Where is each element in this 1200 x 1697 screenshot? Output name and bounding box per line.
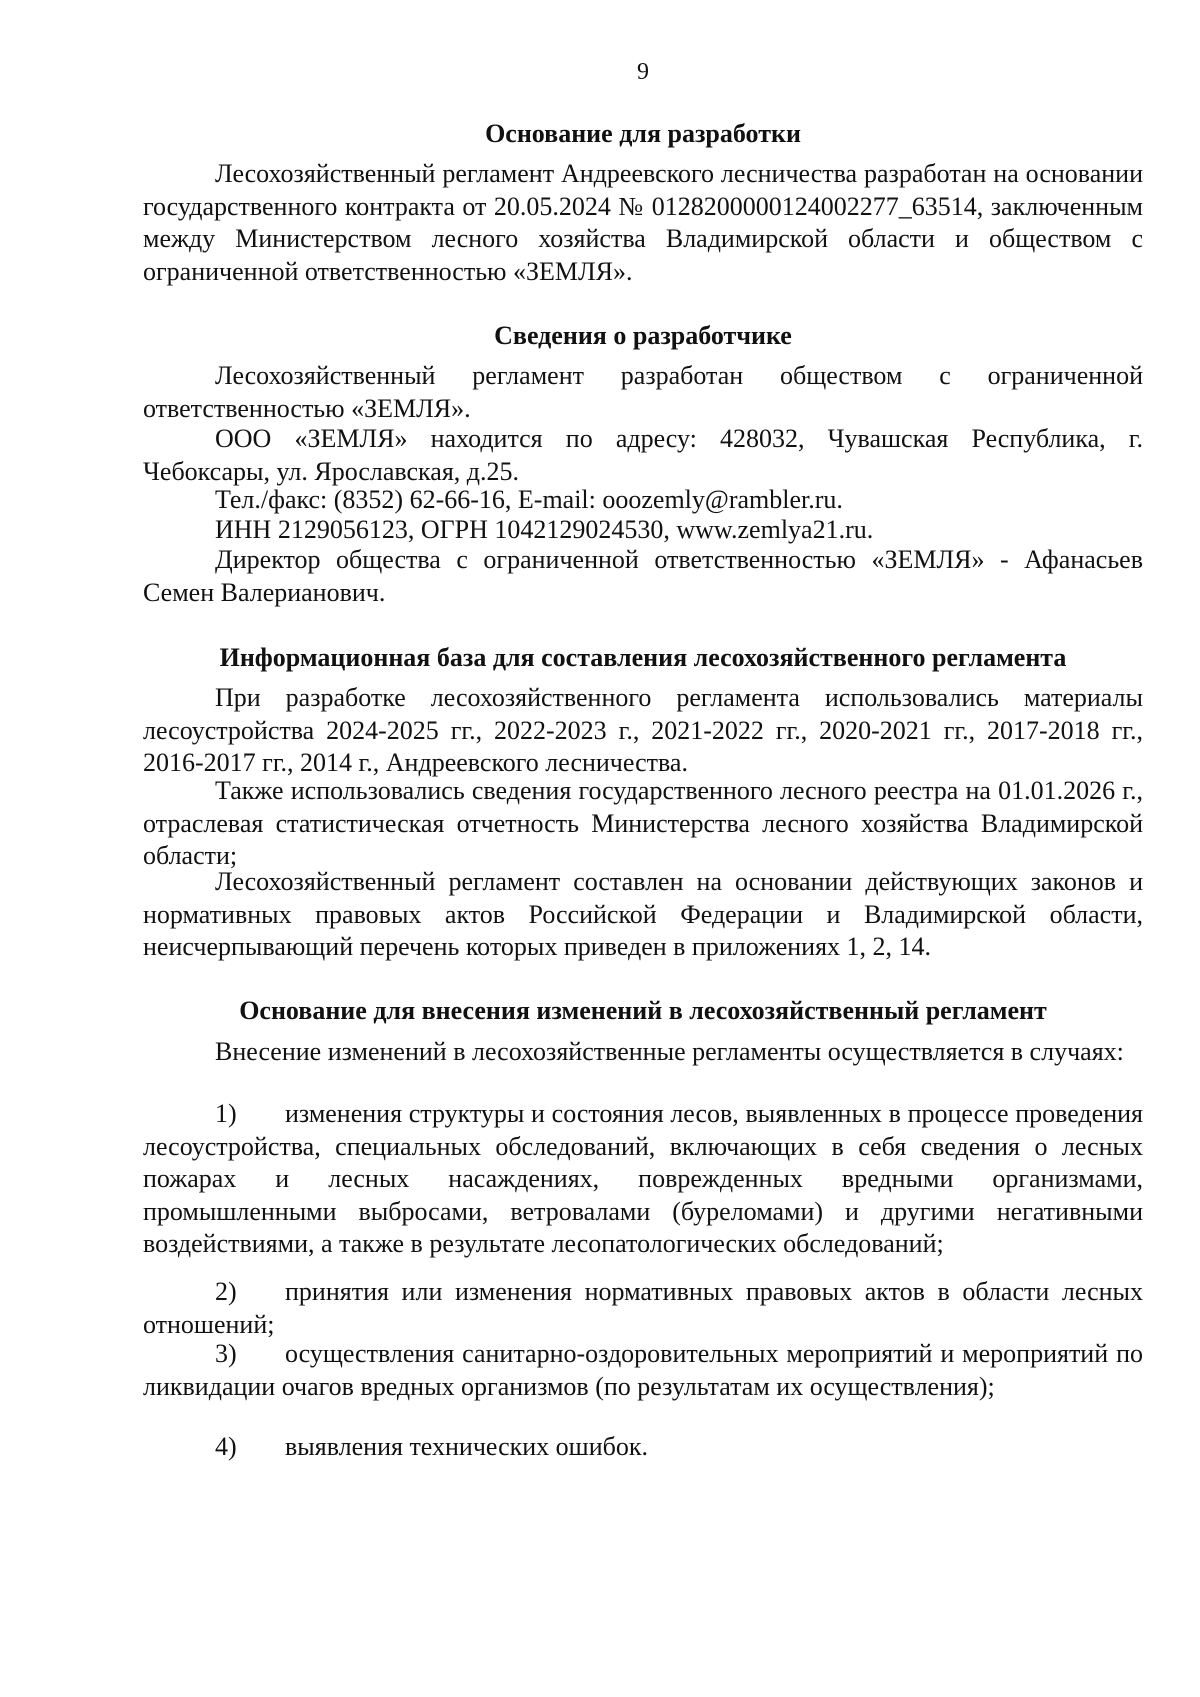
- information-base-registry: Также использовались сведения государственного лесного реестра на 01.01.2026 г., отраслевая статистическая отчетность Министерства лесного хозяйства Владимирской области;: [143, 776, 1143, 870]
- development-basis-paragraph: Лесохозяйственный регламент Андреевского лесничества разработан на основании государственного контракта от 20.05.2024 № 0128200000124002277_63514, заключенным между Министерством лесного хозяйства Владимирской области и обществом с ограниченной ответственностью «ЗЕМЛЯ».: [143, 159, 1143, 286]
- section-heading-developer-info: Сведения о разработчике: [494, 321, 792, 350]
- item-text: изменения структуры и состояния лесов, выявленных в процессе проведения лесоустройства, специальных обследований, включающих в себя сведения о лесных пожарах и лесных насаждениях, поврежденных вредными организмами, промышленными выбросами, ветровалами (буреломами) и другими негативными воздействиями, а также в результате лесопатологических обследований;: [143, 1099, 1143, 1258]
- amendment-item: [143, 1098, 1143, 1261]
- developer-director: Директор общества с ограниченной ответственностью «ЗЕМЛЯ» - Афанасьев Семен Валерианович.: [143, 545, 1143, 607]
- item-text: принятия или изменения нормативных правовых актов в области лесных отношений;: [143, 1277, 1143, 1339]
- amendment-item: [143, 1276, 1143, 1341]
- item-number: 3): [215, 1339, 237, 1368]
- information-base-materials: При разработке лесохозяйственного регламента использовались материалы лесоустройства 2024-2025 гг., 2022-2023 г., 2021-2022 гг., 2020-2021 гг., 2017-2018 гг., 2016-2017 гг., 2014 г., Андреевского лесничества.: [143, 683, 1143, 777]
- developer-paragraph: Лесохозяйственный регламент разработан обществом с ограниченной ответственностью «ЗЕМЛЯ».: [143, 361, 1143, 423]
- section-heading-development-basis: Основание для разработки: [485, 119, 801, 148]
- developer-contacts: Тел./факс: (8352) 62-66-16, E-mail: ooozemly@rambler.ru.: [215, 485, 843, 514]
- developer-registration: ИНН 2129056123, ОГРН 1042129024530, www.zemlya21.ru.: [215, 515, 874, 544]
- amendment-intro: Внесение изменений в лесохозяйственные регламенты осуществляется в случаях:: [215, 1037, 1124, 1066]
- section-heading-amendment-basis: Основание для внесения изменений в лесохозяйственный регламент: [239, 996, 1047, 1025]
- section-heading-information-base: Информационная база для составления лесохозяйственного регламента: [219, 643, 1067, 672]
- page-number: 9: [637, 59, 649, 85]
- amendment-item: [143, 1431, 1143, 1464]
- item-text: осуществления санитарно-оздоровительных мероприятий и мероприятий по ликвидации очагов вредных организмов (по результатам их осуществления);: [143, 1339, 1143, 1401]
- item-number: 1): [215, 1099, 237, 1128]
- item-number: 4): [215, 1432, 237, 1461]
- item-number: 2): [215, 1277, 237, 1306]
- amendment-item: [143, 1338, 1143, 1403]
- item-text: выявления технических ошибок.: [285, 1432, 648, 1461]
- information-base-laws: Лесохозяйственный регламент составлен на основании действующих законов и нормативных правовых актов Российской Федерации и Владимирской области, неисчерпывающий перечень которых приведен в приложениях 1, 2, 14.: [143, 867, 1143, 961]
- developer-address: ООО «ЗЕМЛЯ» находится по адресу: 428032, Чувашская Республика, г. Чебоксары, ул. Ярославская, д.25.: [143, 424, 1143, 486]
